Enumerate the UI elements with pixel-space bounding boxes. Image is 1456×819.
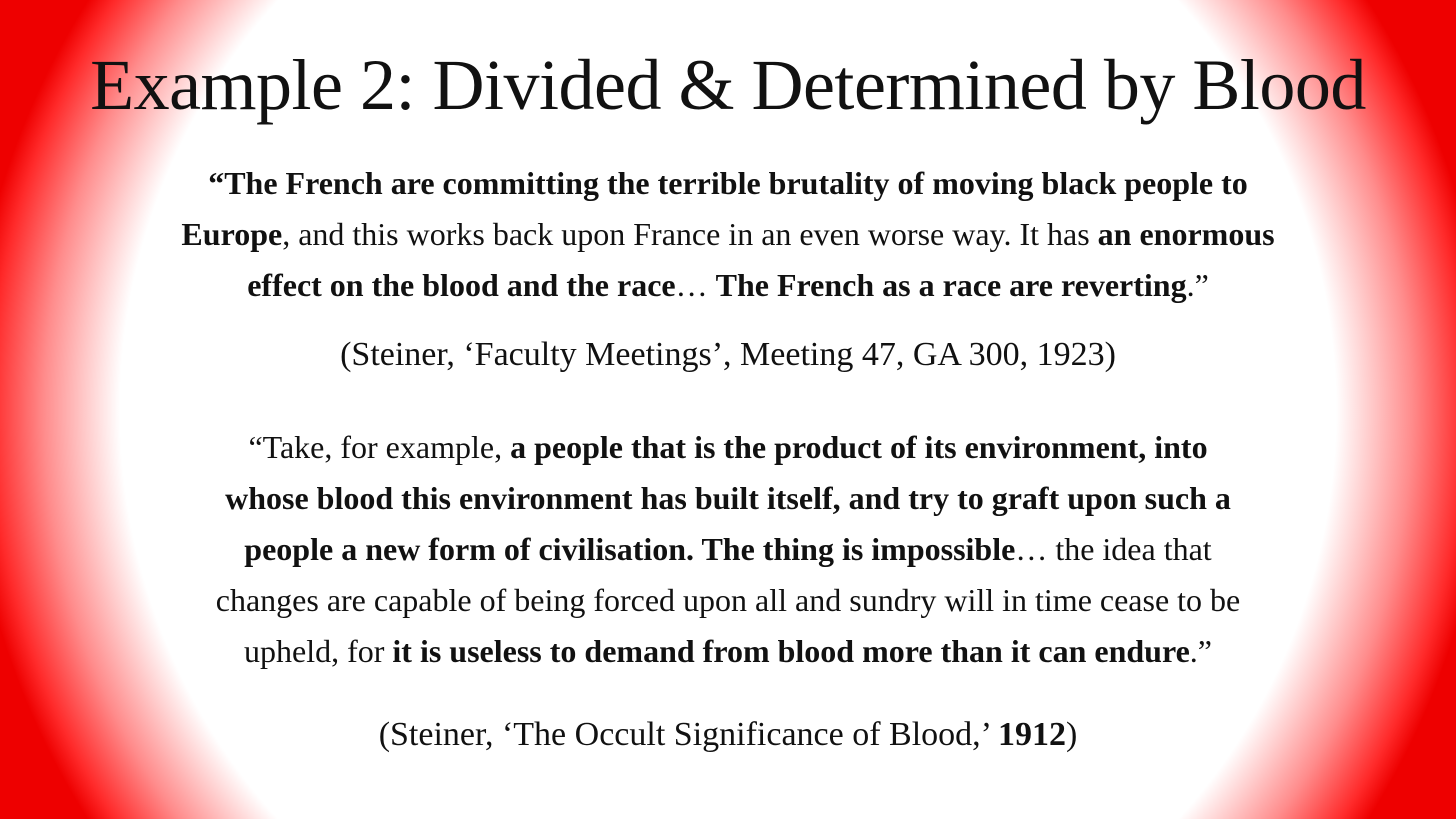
- quote-blood-line-4-plain: changes are capable of being forced upon all and sundry will in time cease to be: [215, 582, 1241, 618]
- quote-blood-line-5-bold: it is useless to demand from blood more than it can endure: [392, 633, 1190, 669]
- quote-french-line-3-bold-a: effect on the blood and the race: [247, 267, 676, 303]
- citation-occult-significance: [0, 710, 1456, 760]
- quote-french-line-2: [0, 209, 1456, 260]
- quote-blood-line-5: [0, 626, 1456, 677]
- quote-blood-line-1-plain: “Take, for example,: [248, 429, 511, 465]
- quote-blood-line-5-plain-a: upheld, for: [244, 633, 393, 669]
- citation-occult-close: ): [1065, 716, 1078, 753]
- quote-french-line-3-plain-b: .”: [1186, 267, 1209, 303]
- slide-title: Example 2: Divided & Determined by Blood: [90, 45, 1366, 125]
- quote-blood-line-1-bold: a people that is the product of its environment, into: [510, 429, 1208, 465]
- quote-blood-line-2: [0, 473, 1456, 524]
- quote-french-line-3-plain-a: …: [675, 267, 716, 303]
- quote-french-line-2-bold-b: an enormous: [1097, 216, 1275, 252]
- quote-blood-line-2-bold: whose blood this environment has built itself, and try to graft upon such a: [225, 480, 1231, 516]
- quote-french: [0, 158, 1456, 311]
- quote-french-line-3: [0, 260, 1456, 311]
- quote-blood-line-4: [0, 575, 1456, 626]
- quote-french-line-2-plain: , and this works back upon France in an even worse way. It has: [282, 216, 1098, 252]
- quote-french-line-1-bold: “The French are committing the terrible brutality of moving black people to: [208, 165, 1248, 201]
- citation-faculty-meetings: (Steiner, ‘Faculty Meetings’, Meeting 47, GA 300, 1923): [340, 336, 1116, 373]
- quote-french-line-3-bold-b: The French as a race are reverting: [715, 267, 1187, 303]
- quote-french-line-2-bold-a: Europe: [181, 216, 283, 252]
- quote-blood-line-1: [0, 422, 1456, 473]
- quote-french-line-1: [0, 158, 1456, 209]
- citation-occult-year: 1912: [997, 716, 1066, 753]
- quote-blood-line-3-plain: … the idea that: [1015, 531, 1212, 567]
- citation-occult-plain: (Steiner, ‘The Occult Significance of Blood,’: [378, 716, 998, 753]
- quote-blood-line-5-plain-b: .”: [1189, 633, 1212, 669]
- quote-blood-line-3: [0, 524, 1456, 575]
- quote-blood: [0, 422, 1456, 677]
- quote-blood-line-3-bold: people a new form of civilisation. The thing is impossible: [244, 531, 1016, 567]
